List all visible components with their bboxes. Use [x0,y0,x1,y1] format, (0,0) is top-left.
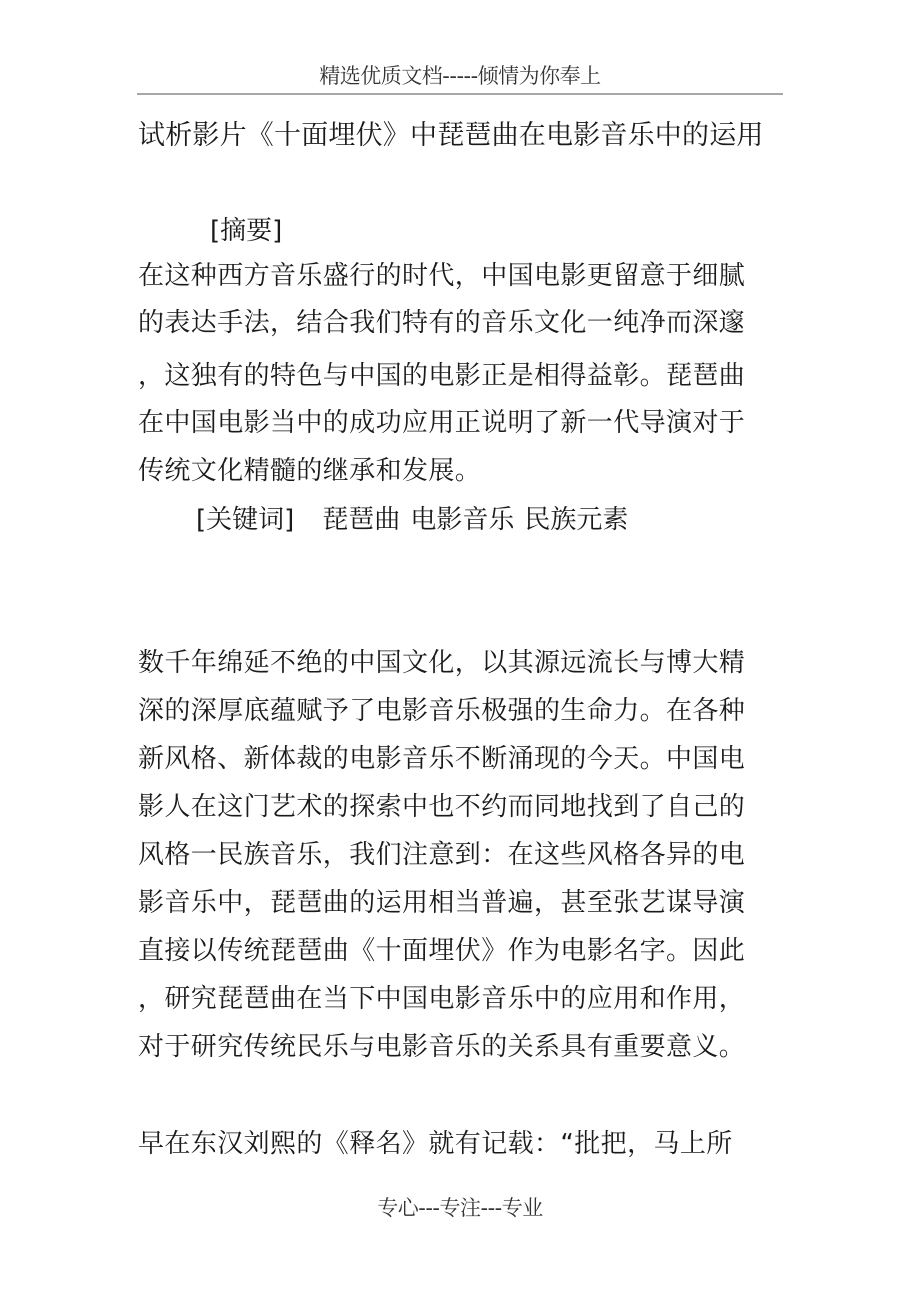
body-line: ，研究琵琶曲在当下中国电影音乐中的应用和作用， [138,984,746,1014]
page-footer: 专心---专注---专业 [377,1196,543,1220]
body-line: 数千年绵延不绝的中国文化，以其源远流长与博大精 [138,648,746,678]
abstract-label: [摘要] [210,216,283,246]
abstract-line: 传统文化精髓的继承和发展。 [138,456,482,486]
body-line: 影音乐中，琵琶曲的运用相当普遍，甚至张艺谋导演 [138,888,746,918]
body-line: 直接以传统琵琶曲《十面埋伏》作为电影名字。因此 [138,936,746,966]
document-title: 试析影片《十面埋伏》中琵琶曲在电影音乐中的运用 [138,120,764,151]
body-line: 影人在这门艺术的探索中也不约而同地找到了自己的 [138,792,746,822]
body-line: 对于研究传统民乐与电影音乐的关系具有重要意义。 [138,1032,746,1062]
body-line: 早在东汉刘熙的《释名》就有记载：“批把，马上所 [138,1129,733,1159]
abstract-line: 在这种西方音乐盛行的时代，中国电影更留意于细腻 [138,261,746,291]
keywords-label: [关键词] [196,505,295,535]
body-line: 风格一民族音乐，我们注意到：在这些风格各异的电 [138,840,746,870]
body-line: 新风格、新体裁的电影音乐不断涌现的今天。中国电 [138,744,746,774]
abstract-line: 在中国电影当中的成功应用正说明了新一代导演对于 [138,408,746,438]
keyword: 民族元素 [524,505,629,535]
keywords [196,500,638,540]
header-divider [137,93,783,95]
page-header: 精选优质文档-----倾情为你奉上 [319,64,601,88]
keyword: 电影音乐 [410,505,515,535]
keyword: 琵琶曲 [322,505,401,535]
body-line: 深的深厚底蕴赋予了电影音乐极强的生命力。在各种 [138,696,746,726]
abstract-line: 的表达手法，结合我们特有的音乐文化一纯净而深邃 [138,308,746,338]
abstract-line: ，这独有的特色与中国的电影正是相得益彰。琵琶曲 [138,361,746,391]
